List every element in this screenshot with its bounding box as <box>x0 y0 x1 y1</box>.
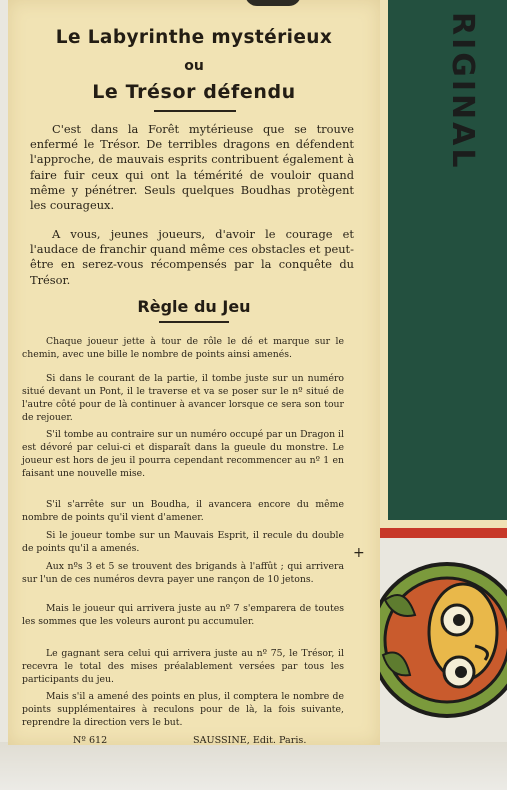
rule-paragraph: Si dans le courant de la partie, il tombe juste sur un numéro situé devant un Pont, il le traverse et va se poser sur le nº situé de l'autre côté pour de là continuer à avancer lorsque ce sera son tour de rejouer. <box>22 373 344 424</box>
rule-paragraph: Si le joueur tombe sur un Mauvais Esprit, il recule du double de points qu'il a amenés. <box>22 530 344 555</box>
intro-text-2: A vous, jeunes joueurs, d'avoir le courage et l'audace de franchir quand même ces obstacles et peut-être en serez-vous récompensés par la conquête du Trésor. <box>30 227 354 287</box>
footer-publisher: SAUSSINE, Edit. Paris. <box>193 735 307 746</box>
rule-paragraph: S'il tombe au contraire sur un numéro occupé par un Dragon il est dévoré par celui-ci et disparaît dans la gueule du monstre. Le joueur est hors de jeu il pourra cependant recommencer au nº 1 en faisant une nouvelle mise. <box>22 429 344 480</box>
rule-sheet <box>8 0 380 745</box>
rule-paragraph: Chaque joueur jette à tour de rôle le dé et marque sur le chemin, avec une bille le nombre de points ainsi amenés. <box>22 336 344 361</box>
rule-paragraph: Le gagnant sera celui qui arrivera juste au nº 75, le Trésor, il recevra le total des mises préalablement versées par tous les participants du jeu. <box>22 648 344 686</box>
intro-paragraph <box>30 227 354 288</box>
registration-mark-icon: + <box>353 545 365 561</box>
rule-paragraph: S'il s'arrête sur un Boudha, il avancera encore du même nombre de points qu'il vient d'amener. <box>22 499 344 524</box>
game-title: Le Labyrinthe mystérieux <box>55 27 333 48</box>
board-vertical-label: RIGINAL <box>445 12 480 171</box>
rules-heading: Règle du Jeu <box>137 297 251 316</box>
footer-number: Nº 612 <box>73 735 108 746</box>
top-ornament <box>245 0 301 6</box>
rules-divider <box>159 321 229 323</box>
game-subtitle: Le Trésor défendu <box>92 81 296 103</box>
title-divider <box>154 110 236 112</box>
buddha-illustration-icon <box>375 560 507 740</box>
intro-text-1: C'est dans la Forêt mytérieuse que se trouve enfermé le Trésor. De terribles dragons en défendent l'approche, de mauvais esprits contribuent également à faire fuir ceux qui ont la témérité de vouloir quand même y pénétrer. Seuls quelques Boudhas protègent les courageux. <box>30 122 354 213</box>
intro-paragraph <box>30 122 354 213</box>
rule-paragraph: Mais s'il a amené des points en plus, il comptera le nombre de points supplémentaires à reculons pour de là, la fois suivante, reprendre la direction vers le but. <box>22 691 344 729</box>
rule-paragraph: Aux nºs 3 et 5 se trouvent des brigands à l'affût ; qui arrivera sur l'un de ces numéros devra payer une rançon de 10 jetons. <box>22 561 344 586</box>
title-conjunction: ou <box>184 58 204 74</box>
rule-paragraph: Mais le joueur qui arrivera juste au nº 7 s'emparera de toutes les sommes que les voleurs auront pu accumuler. <box>22 603 344 628</box>
table-shadow <box>0 742 507 790</box>
